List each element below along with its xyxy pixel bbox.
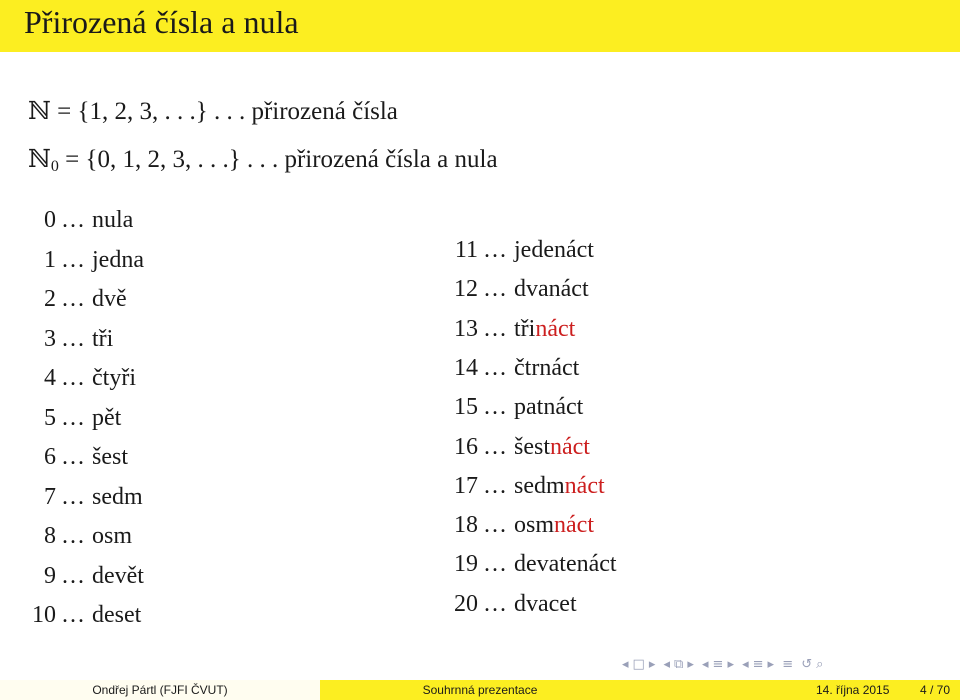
nav-prev-subsection-icon[interactable]: ◂ [702,657,709,672]
item-word-stem: devatenáct [514,551,617,578]
item-word-stem: osm [514,512,555,539]
item-dots: ... [484,354,508,381]
item-word: dvě [92,286,127,312]
left-list-item [16,600,141,630]
right-list-item [438,432,590,462]
item-number: 10 [32,602,56,628]
item-number: 11 [454,237,478,263]
item-number: 19 [454,551,478,578]
item-number: 5 [44,404,56,431]
item-dots: ... [62,246,86,273]
nav-next-frame-icon[interactable]: ▸ [648,657,656,672]
left-list-item [16,363,136,393]
item-word-suffix: náct [564,472,605,499]
item-number: 18 [454,512,478,539]
item-word: tři [92,325,114,352]
item-word-stem: dvanáct [514,276,589,303]
item-number: 8 [44,523,56,549]
item-number: 3 [44,325,56,352]
item-dots: ... [62,523,86,549]
set-n-line [28,97,398,134]
nav-search-icon[interactable]: ⌕ [816,657,824,672]
item-number: 17 [454,472,478,499]
nav-align-icon[interactable]: ≡ [782,657,794,672]
nav-frame-icon[interactable]: □ [632,657,645,672]
item-word: osm [92,523,133,549]
item-word: devět [92,562,144,589]
item-word-stem: dvacet [514,590,577,617]
right-list-item [438,589,577,619]
left-list-item [16,482,143,512]
item-word-stem: jedenáct [514,237,594,263]
item-dots: ... [62,404,86,431]
right-list-item [438,274,589,304]
left-list-item [16,561,144,591]
item-number: 9 [44,562,56,589]
item-dots: ... [62,286,86,312]
item-dots: ... [484,512,508,539]
item-word-stem: šest [514,433,550,460]
item-number: 7 [44,483,56,510]
item-word: nula [92,207,134,233]
item-dots: ... [484,433,508,460]
nav-next-icon[interactable]: ▸ [767,657,775,672]
footer-date: 14. října 2015 [816,683,890,697]
item-number: 4 [44,365,56,391]
item-dots: ... [62,562,86,589]
item-word-suffix: náct [535,315,576,342]
item-word-stem: sedm [514,472,565,499]
set-n0-definition: = {0, 1, 2, 3, . . .} . . . přirozená čísla a nula [65,146,498,173]
nav-first-icon[interactable]: ◂ [622,657,629,672]
left-list-item [16,205,133,235]
item-number: 1 [44,246,56,273]
nav-subsection-icon[interactable]: ≡ [712,657,724,672]
item-word-suffix: náct [554,512,594,539]
right-list-item [438,353,579,383]
left-list-item [16,324,113,354]
item-number: 14 [454,354,478,381]
item-word: deset [92,602,142,628]
item-word-stem: čtrnáct [514,354,580,381]
set-n0-subscript: 0 [50,158,59,175]
item-number: 15 [454,394,478,421]
item-word-suffix: náct [550,433,590,460]
item-dots: ... [484,394,508,421]
nav-section-icon[interactable]: ⧉ [674,657,684,672]
item-number: 2 [44,286,56,312]
item-number: 12 [454,276,478,303]
right-list-item [438,510,594,540]
item-word: sedm [92,483,143,510]
set-n-definition: = {1, 2, 3, . . .} . . . přirozená čísla [57,98,398,125]
slide-title: Přirozená čísla a nula [24,4,299,40]
item-word: jedna [92,246,144,273]
item-dots: ... [484,237,508,263]
left-list-item [16,245,144,275]
nav-next-subsection-icon[interactable]: ▸ [727,657,734,672]
item-number: 13 [454,315,478,342]
item-number: 20 [454,590,478,617]
item-word: čtyři [92,365,136,391]
set-n0-line [28,145,498,182]
set-n0-symbol: ℕ [28,146,51,173]
footer-author: Ondřej Pártl (FJFI ČVUT) [0,680,320,700]
item-word-stem: patnáct [514,394,584,421]
footer [0,680,960,700]
item-number: 16 [454,433,478,460]
left-list-item [16,284,127,314]
item-dots: ... [62,325,86,352]
right-list-item [438,471,605,501]
item-word: pět [92,404,122,431]
item-word: šest [92,444,128,470]
left-list-item [16,442,128,472]
footer-presentation: Souhrnná prezentace [320,680,640,700]
right-list-item [438,549,617,579]
item-dots: ... [62,207,86,233]
item-dots: ... [62,483,86,510]
right-list-item [438,235,594,265]
nav-prev-icon[interactable]: ◂ [742,657,749,672]
beamer-navigation [622,657,958,673]
left-list-item [16,521,132,551]
footer-right [640,680,960,700]
item-dots: ... [62,444,86,470]
right-list-item [438,314,575,344]
set-n-symbol: ℕ [28,98,51,125]
right-list-item [438,392,583,422]
title-bar [0,0,960,52]
nav-prev-section-icon[interactable]: ◂ [663,657,671,672]
nav-back-icon[interactable]: ↺ [801,657,813,672]
item-word-stem: tři [514,315,536,342]
left-list-item [16,403,121,433]
item-dots: ... [484,276,508,303]
item-dots: ... [484,551,508,578]
nav-next-section-icon[interactable]: ▸ [687,657,694,672]
item-dots: ... [62,602,86,628]
item-number: 0 [44,207,56,233]
item-dots: ... [484,590,508,617]
nav-list-icon[interactable]: ≡ [752,657,764,672]
item-dots: ... [484,315,508,342]
item-dots: ... [62,365,86,391]
item-dots: ... [484,472,508,499]
footer-page-number: 4 / 70 [919,683,950,697]
item-number: 6 [44,444,56,470]
